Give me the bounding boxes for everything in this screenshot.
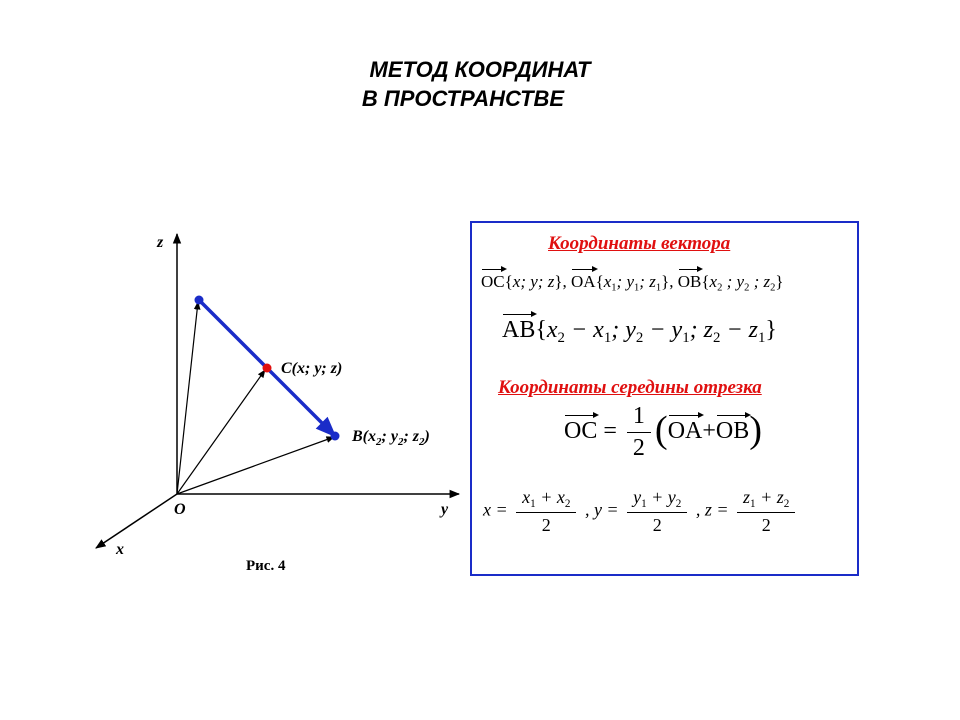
vector-ob [177,437,334,494]
formula-position-vectors: OC{x; y; z}, $OA\{x_1$; $y_1$; $z_1$}, $OB\{x_2$ ; $y_2$ ; $z_2$} [481,272,784,294]
heading-midpoint-coordinates: Координаты середины отрезка [498,377,762,398]
figure-caption: Рис. 4 [246,558,286,574]
formula-panel [470,221,859,576]
formula-vector-ab: $AB\{x_2 - x_1$; $y_2 - y_1$; $z_2 - z_1$} [502,317,777,347]
point-c-label: C(x; y; z) [281,360,343,377]
point-a [195,296,204,305]
formula-midpoint-vector: OC = $\frac{1}{2}$ (OA+OB) [564,403,763,461]
vector-oa [177,302,198,494]
vector-oc [177,370,265,494]
x-axis-label: x [116,541,124,558]
heading-vector-coordinates: Координаты вектора [548,233,731,254]
point-b [331,432,340,441]
formula-midpoint-coordinates: x = $\frac{x_1 + x_2}{2}$ , y = $\frac{y_1 + y_2}{2}$ , z = $\frac{z_1 + z_2}{2}$ [483,487,799,536]
title-line-1: МЕТОД КООРДИНАТ [369,57,591,82]
y-axis-label: y [441,501,449,518]
x-axis [96,494,177,548]
point-c-midpoint [263,364,272,373]
point-b-label: $B(x_2$; $y_2$; $z_2$) [352,428,430,448]
title-line-2: В ПРОСТРАНСТВЕ [361,86,565,111]
z-axis-label: z [157,234,164,251]
origin-label: O [174,501,186,518]
